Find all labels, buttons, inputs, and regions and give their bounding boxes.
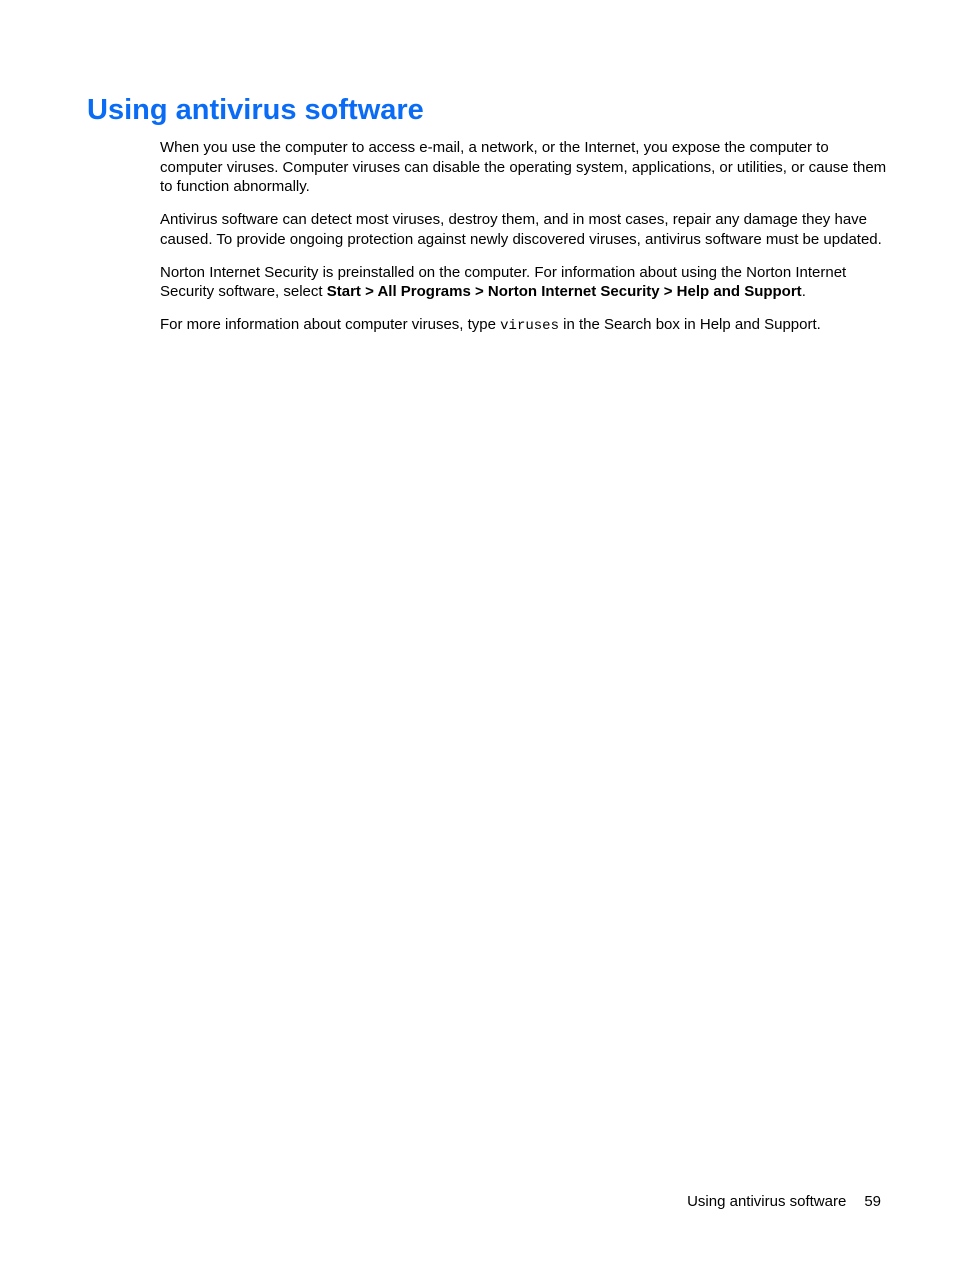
- page-number: 59: [864, 1193, 881, 1210]
- norton-text-suffix: .: [801, 283, 806, 301]
- paragraph-viruses-intro: When you use the computer to access e-mail, a network, or the Internet, you expose the computer to computer viruses. Computer viruses can disable the operating system, applications, or utilities, or cause them to function abnormally.: [160, 139, 887, 196]
- paragraph-norton-info: [160, 263, 888, 302]
- norton-text-prefix: Norton Internet Security is preinstalled on the computer. For information about using the Norton Internet Security software, select: [160, 263, 847, 301]
- search-keyword: viruses: [500, 317, 559, 334]
- footer-section-title: Using antivirus software: [687, 1193, 847, 1210]
- paragraph-more-info: [160, 315, 888, 337]
- page-footer: [687, 1192, 881, 1212]
- more-info-suffix: in the Search box in Help and Support.: [558, 315, 821, 333]
- page-title: Using antivirus software: [87, 94, 424, 126]
- paragraph-antivirus-description: Antivirus software can detect most viruses, destroy them, and in most cases, repair any damage they have caused. To provide ongoing protection against newly discovered viruses, antivirus software must be updated.: [160, 211, 882, 248]
- body-text: [160, 138, 888, 350]
- more-info-prefix: For more information about computer viruses, type: [160, 315, 501, 333]
- norton-menu-path: Start > All Programs > Norton Internet Security > Help and Support: [326, 283, 802, 301]
